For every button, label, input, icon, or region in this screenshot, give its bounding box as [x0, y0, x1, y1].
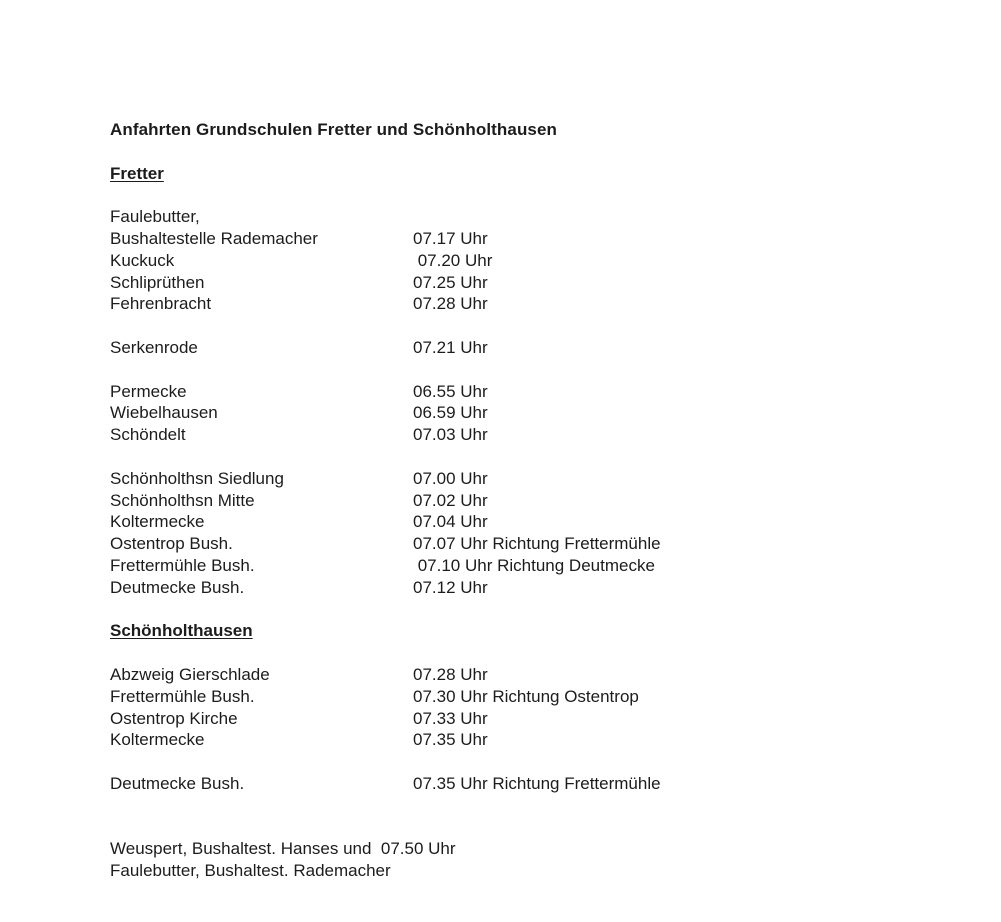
- schedule-row: [110, 206, 961, 228]
- departure-time: 07.07 Uhr Richtung Frettermühle: [413, 534, 661, 554]
- schedule-row: [110, 337, 961, 359]
- departure-time: 06.55 Uhr: [413, 381, 488, 401]
- stop-name: Koltermecke: [110, 730, 205, 750]
- stop-name: Schönholthsn Mitte: [110, 490, 255, 510]
- departure-time: 07.35 Uhr: [413, 730, 488, 750]
- stop-name: Schliprüthen: [110, 272, 205, 292]
- footer-block: [110, 838, 961, 882]
- schedule-row: [110, 664, 961, 686]
- departure-time: 07.21 Uhr: [413, 337, 488, 357]
- stop-name: Serkenrode: [110, 337, 198, 357]
- departure-time: 07.17 Uhr: [413, 228, 488, 248]
- document-title: Anfahrten Grundschulen Fretter und Schönholthausen: [110, 120, 558, 139]
- schedule-row: [110, 555, 961, 577]
- schedule-group: [110, 381, 961, 446]
- schedule-row: [110, 293, 961, 315]
- section-heading-schoenholthausen: Schönholthausen: [110, 621, 253, 641]
- schedule-group: [110, 468, 961, 599]
- departure-time: 07.35 Uhr Richtung Frettermühle: [413, 773, 661, 793]
- stop-name: Permecke: [110, 381, 187, 401]
- stop-name: Ostentrop Kirche: [110, 708, 238, 728]
- schedule-row: [110, 468, 961, 490]
- stop-name: Koltermecke: [110, 512, 205, 532]
- departure-time: 07.03 Uhr: [413, 425, 488, 445]
- departure-time: 07.28 Uhr: [413, 294, 488, 314]
- departure-time: 07.12 Uhr: [413, 577, 488, 597]
- schedule-row: [110, 708, 961, 730]
- schedule-row: [110, 686, 961, 708]
- footer-line: Faulebutter, Bushaltest. Rademacher: [110, 861, 391, 881]
- schedule-row: [110, 773, 961, 795]
- schedule-row: [110, 577, 961, 599]
- departure-time: 07.00 Uhr: [413, 468, 488, 488]
- schedule-row: [110, 250, 961, 272]
- stop-name: Bushaltestelle Rademacher: [110, 228, 318, 248]
- schedule-group: [110, 337, 961, 359]
- schedule-row: [110, 729, 961, 751]
- schedule-group: [110, 773, 961, 795]
- stop-name: Ostentrop Bush.: [110, 534, 233, 554]
- departure-time: 07.04 Uhr: [413, 512, 488, 532]
- section-heading-fretter: Fretter: [110, 163, 164, 183]
- schedule-row: [110, 272, 961, 294]
- departure-time: 07.28 Uhr: [413, 664, 488, 684]
- schedule-row: [110, 490, 961, 512]
- schedule-row: [110, 511, 961, 533]
- stop-name: Schönholthsn Siedlung: [110, 468, 284, 488]
- stop-name: Kuckuck: [110, 250, 175, 270]
- departure-time: 07.10 Uhr Richtung Deutmecke: [413, 555, 655, 575]
- stop-name: Wiebelhausen: [110, 403, 218, 423]
- stop-name: Abzweig Gierschlade: [110, 664, 270, 684]
- stop-name: Frettermühle Bush.: [110, 555, 255, 575]
- schedule-row: [110, 533, 961, 555]
- departure-time: 07.02 Uhr: [413, 490, 488, 510]
- schedule-row: [110, 228, 961, 250]
- stop-name: Fehrenbracht: [110, 294, 212, 314]
- schedule-row: [110, 381, 961, 403]
- stop-name: Faulebutter,: [110, 207, 200, 227]
- schedule-row: [110, 424, 961, 446]
- departure-time: 07.33 Uhr: [413, 708, 488, 728]
- departure-time: 06.59 Uhr: [413, 403, 488, 423]
- schedule-row: [110, 402, 961, 424]
- departure-time: 07.25 Uhr: [413, 272, 488, 292]
- schedule-group: [110, 664, 961, 751]
- stop-name: Deutmecke Bush.: [110, 577, 245, 597]
- stop-name: Frettermühle Bush.: [110, 686, 255, 706]
- schedule-group: [110, 206, 961, 315]
- departure-time: 07.20 Uhr: [413, 250, 493, 270]
- stop-name: Deutmecke Bush.: [110, 773, 245, 793]
- departure-time: 07.30 Uhr Richtung Ostentrop: [413, 686, 639, 706]
- stop-name: Schöndelt: [110, 425, 186, 445]
- footer-line: Weuspert, Bushaltest. Hanses und 07.50 Uhr: [110, 839, 456, 859]
